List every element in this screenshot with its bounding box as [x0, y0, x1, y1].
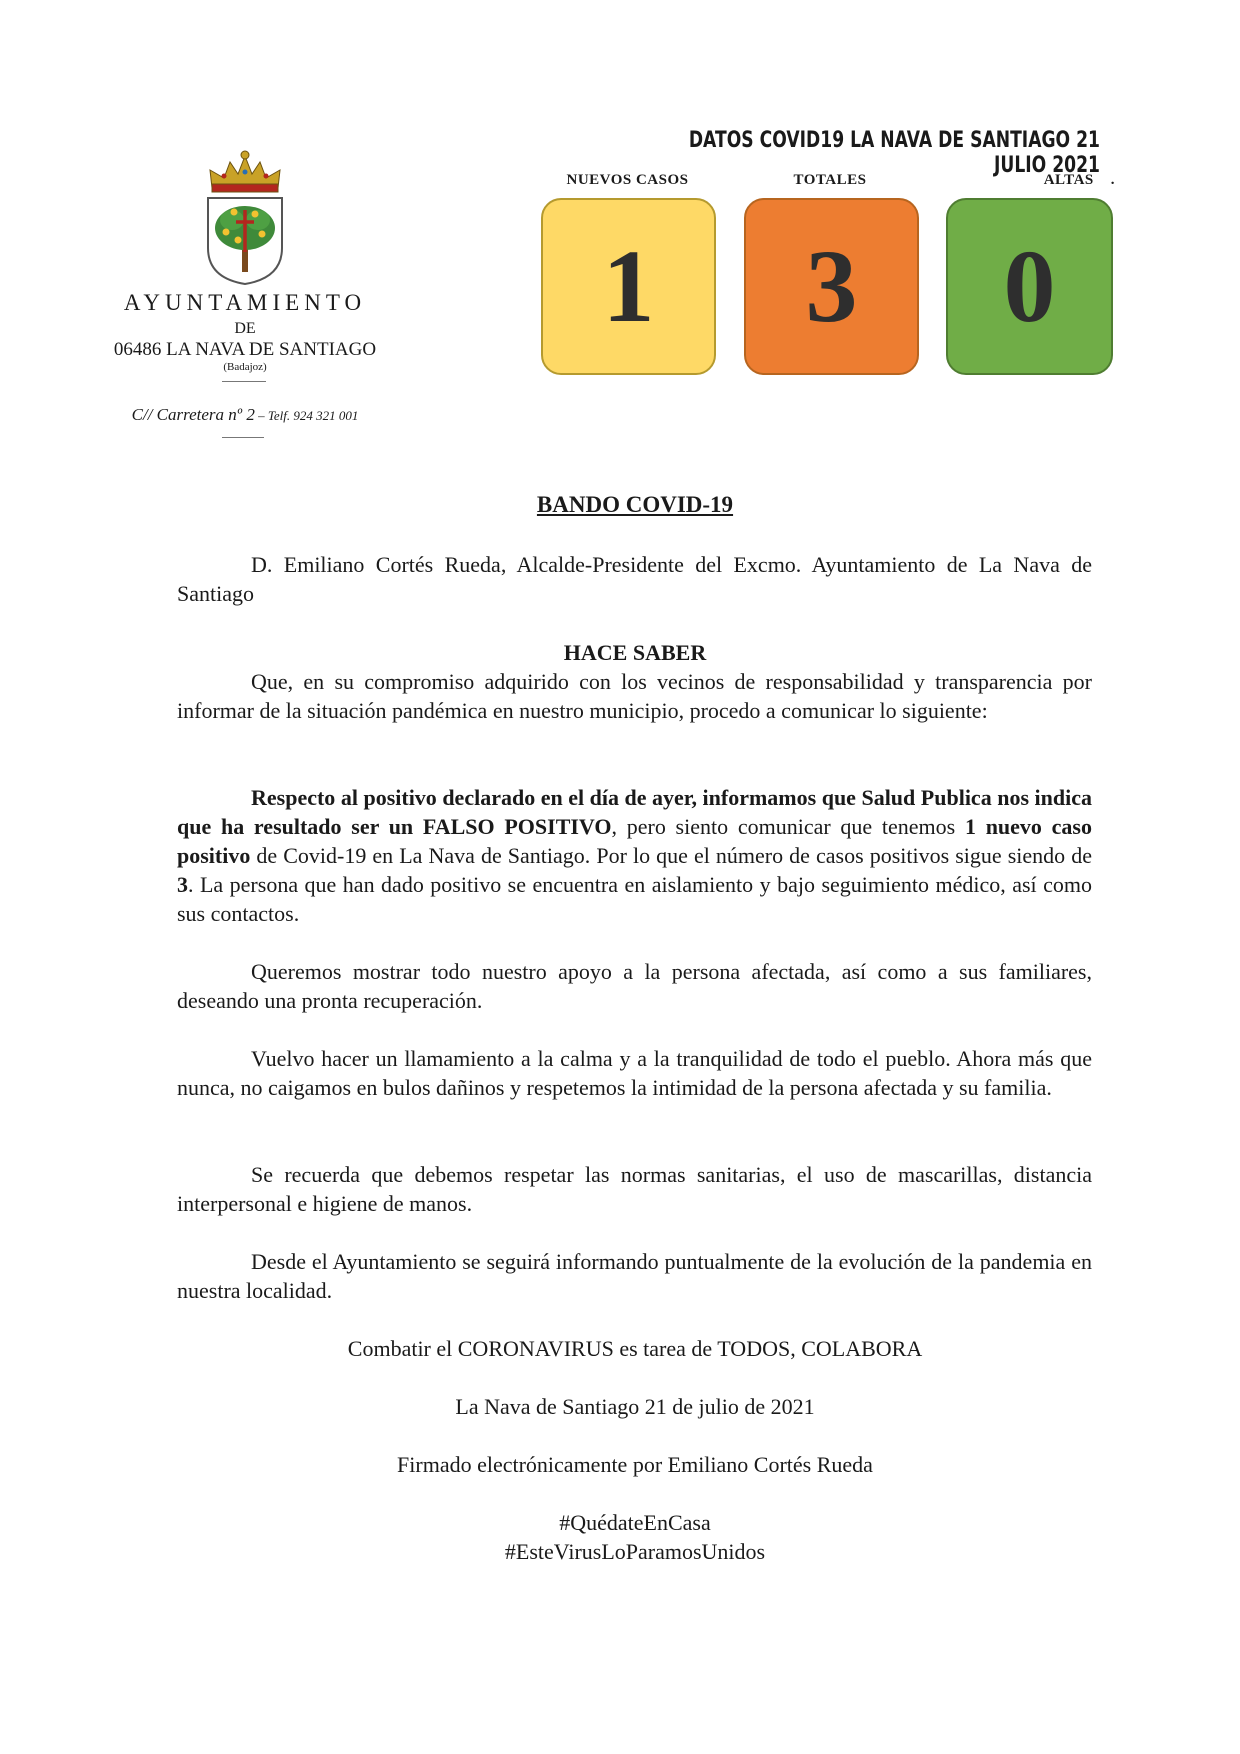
altas-value: 0: [1003, 229, 1056, 344]
p2-bold-b: 1 nuevo caso positivo: [177, 814, 1092, 868]
paragraph-6: Desde el Ayuntamiento se seguirá informando puntualmente de la evolución de la pandemia en nuestra localidad.: [177, 1249, 1092, 1303]
total-cases-value: 3: [805, 229, 858, 344]
paragraph-5: Se recuerda que debemos respetar las normas sanitarias, el uso de mascarillas, distancia interpersonal e higiene de manos.: [177, 1162, 1092, 1216]
municipality-province: (Badajoz): [223, 361, 267, 373]
document-title: BANDO COVID-19: [536, 492, 734, 517]
p2-bold-a: Respecto al positivo declarado en el día de ayer, informamos que Salud Publica nos indica que ha resultado ser un FALSO POSITIVO: [177, 785, 1092, 839]
new-cases-label: NUEVOS CASOS: [566, 172, 689, 188]
p2-text-a: , pero siento comunicar que tenemos: [611, 814, 965, 839]
altas-box: [946, 198, 1113, 375]
phone-text: – Telf. 924 321 001: [254, 408, 359, 423]
paragraph-2: [177, 783, 1092, 928]
altas-label: ALTAS .: [1043, 172, 1115, 188]
p2-text-c: . La persona que han dado positivo se encuentra en aislamiento y bajo seguimiento médico, así como sus contactos.: [177, 872, 1092, 926]
street-text: C// Carretera nº 2: [131, 405, 255, 424]
street-address: [70, 405, 420, 425]
date-line: La Nava de Santiago 21 de julio de 2021: [455, 1394, 815, 1419]
covid-data-title: DATOS COVID19 LA NAVA DE SANTIAGO 21 JULIO 2021: [688, 128, 1100, 178]
slogan: Combatir el CORONAVIRUS es tarea de TODOS, COLABORA: [347, 1336, 923, 1361]
new-cases-box: [541, 198, 716, 375]
p2-text-b: de Covid-19 en La Nava de Santiago. Por lo que el número de casos positivos sigue siendo de: [250, 843, 1092, 868]
hashtag-estevirus: #EsteVirusLoParamosUnidos: [504, 1539, 766, 1564]
new-cases-value: 1: [602, 229, 655, 344]
divider: [222, 381, 266, 382]
total-cases-label: TOTALES: [793, 172, 867, 188]
paragraph-4: Vuelvo hacer un llamamiento a la calma y a la tranquilidad de todo el pueblo. Ahora más que nunca, no caigamos en bulos dañinos y respetemos la intimidad de la persona afectada y su familia.: [177, 1046, 1092, 1100]
divider: [222, 437, 264, 438]
intro-paragraph: D. Emiliano Cortés Rueda, Alcalde-Presidente del Excmo. Ayuntamiento de La Nava de Santiago: [177, 552, 1092, 606]
hashtag-quedate: #QuédateEnCasa: [559, 1510, 711, 1535]
total-cases-box: [744, 198, 919, 375]
paragraph-3: Queremos mostrar todo nuestro apoyo a la persona afectada, así como a sus familiares, deseando una pronta recuperación.: [177, 959, 1092, 1013]
municipality-title: AYUNTAMIENTO: [123, 290, 367, 315]
hace-saber-heading: HACE SABER: [563, 640, 707, 665]
municipality-address: 06486 LA NAVA DE SANTIAGO: [113, 339, 377, 360]
paragraph-1: Que, en su compromiso adquirido con los vecinos de responsabilidad y transparencia por informar de la situación pandémica en nuestro municipio, procedo a comunicar lo siguiente:: [177, 669, 1092, 723]
coat-of-arms-icon: [200, 148, 290, 288]
municipality-de: DE: [234, 320, 256, 337]
p2-bold-c: 3: [177, 872, 188, 897]
signature-line: Firmado electrónicamente por Emiliano Cortés Rueda: [397, 1452, 873, 1477]
